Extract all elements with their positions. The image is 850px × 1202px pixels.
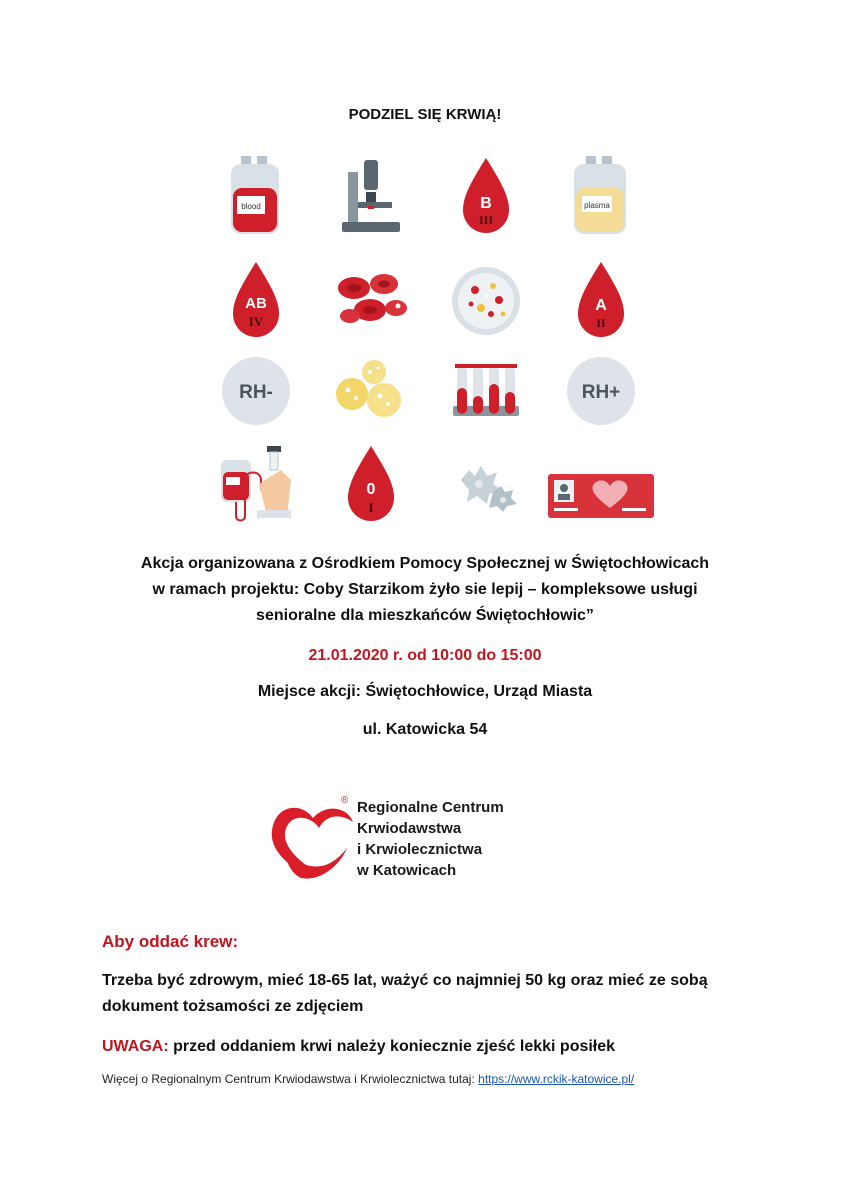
requirements-heading: Aby oddać krew:	[102, 932, 239, 951]
rh-positive-icon	[556, 346, 646, 436]
donor-card-icon	[544, 440, 658, 530]
svg-text:®: ®	[341, 795, 349, 806]
svg-text:AB: AB	[245, 295, 267, 312]
svg-text:plasma: plasma	[584, 201, 610, 210]
red-blood-cells-icon	[326, 256, 416, 346]
rckik-logo-text: Regionalne Centrum Krwiodawstwa i Krwiolecznictwa w Katowicach	[357, 799, 504, 879]
page-title: PODZIEL SIĘ KRWIĄ!	[348, 106, 502, 123]
intro-line-1: Akcja organizowana z Ośrodkiem Pomocy Społecznej w Świętochłowicach	[140, 555, 710, 572]
test-tubes-icon	[441, 346, 531, 436]
rh-negative-icon	[211, 346, 301, 436]
intro-line-2: w ramach projektu: Coby Starzikom żyło sie lepij – kompleksowe usługi	[152, 581, 698, 598]
warning-line	[102, 1034, 782, 1060]
transfusion-icon	[211, 440, 301, 530]
website-link[interactable]: https://www.rckik-katowice.pl/	[478, 1072, 635, 1086]
event-street: ul. Katowicka 54	[362, 721, 488, 738]
requirements-text: Trzeba być zdrowym, mieć 18-65 lat, ważyć co najmniej 50 kg oraz mieć ze sobą dokument tożsamości ze zdjęciem	[102, 972, 708, 1015]
svg-text:B: B	[480, 195, 492, 212]
svg-text:RH-: RH-	[239, 382, 273, 403]
warning-label: UWAGA:	[102, 1038, 169, 1055]
footer-note	[102, 1072, 634, 1086]
blood-drop-b-icon	[441, 152, 531, 242]
svg-text:IV: IV	[248, 314, 264, 329]
petri-dish-icon	[441, 256, 531, 346]
warning-text: przed oddaniem krwi należy koniecznie zjeść lekki posiłek	[168, 1038, 616, 1055]
svg-text:0: 0	[366, 481, 376, 498]
svg-text:RH+: RH+	[581, 382, 621, 403]
footer-text: Więcej o Regionalnym Centrum Krwiodawstwa i Krwiolecznictwa tutaj:	[102, 1072, 479, 1086]
event-date: 21.01.2020 r. od 10:00 do 15:00	[308, 647, 542, 664]
microscope-icon	[326, 152, 416, 242]
plasma-bag-icon	[556, 152, 646, 242]
blood-drop-a-icon	[556, 256, 646, 346]
intro-line-3: senioralne dla mieszkańców Świętochłowic”	[256, 607, 594, 624]
svg-text:III: III	[478, 213, 494, 227]
svg-text:I: I	[368, 500, 374, 515]
white-cells-icon	[441, 440, 531, 530]
blood-drop-0-icon	[326, 440, 416, 530]
blood-bag-icon	[211, 152, 301, 242]
platelets-icon	[326, 346, 416, 436]
svg-text:blood: blood	[241, 202, 261, 211]
blood-drop-ab-icon	[211, 256, 301, 346]
svg-text:II: II	[596, 316, 606, 330]
svg-text:A: A	[595, 297, 607, 314]
event-place: Miejsce akcji: Świętochłowice, Urząd Miasta	[257, 683, 593, 700]
